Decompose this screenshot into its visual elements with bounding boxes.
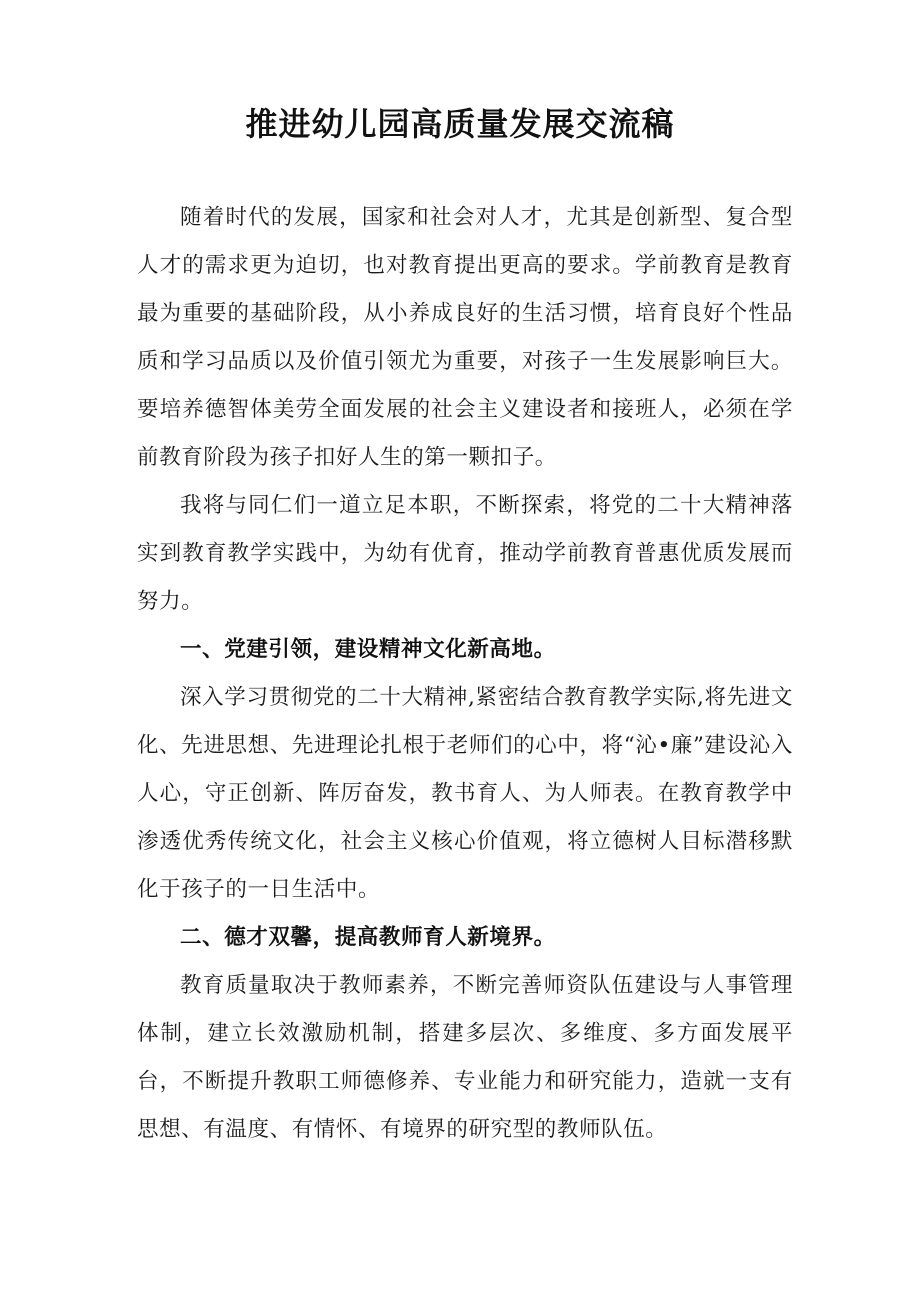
- document-body: [137, 194, 793, 1154]
- section-heading-2: 二、德才双馨，提高教师育人新境界。: [180, 925, 556, 950]
- intro-paragraph-2: 我将与同仁们一道立足本职，不断探索，将党的二十大精神落实到教育教学实践中，为幼有优育，推动学前教育普惠优质发展而努力。: [137, 493, 793, 614]
- section-heading-1: 一、党建引领，建设精神文化新高地。: [180, 637, 556, 662]
- document-title: 推进幼儿园高质量发展交流稿: [245, 105, 675, 143]
- section-paragraph-2: 教育质量取决于教师素养，不断完善师资队伍建设与人事管理体制，建立长效激励机制，搭建多层次、多维度、多方面发展平台，不断提升教职工师德修养、专业能力和研究能力，造就一支有思想、有温度、有情怀、有境界的研究型的教师队伍。: [137, 973, 793, 1142]
- intro-paragraph-1: 随着时代的发展，国家和社会对人才，尤其是创新型、复合型人才的需求更为迫切，也对教育提出更高的要求。学前教育是教育最为重要的基础阶段，从小养成良好的生活习惯，培育良好个性品质和学习品质以及价值引领尤为重要，对孩子一生发展影响巨大。要培养德智体美劳全面发展的社会主义建设者和接班人，必须在学前教育阶段为孩子扣好人生的第一颗扣子。: [137, 205, 793, 470]
- section-paragraph-1: 深入学习贯彻党的二十大精神,紧密结合教育教学实际,将先进文化、先进思想、先进理论扎根于老师们的心中，将“沁•廉”建设沁入人心，守正创新、阵厉奋发，教书育人、为人师表。在教育教学中渗透优秀传统文化，社会主义核心价值观，将立德树人目标潜移默化于孩子的一日生活中。: [137, 685, 793, 902]
